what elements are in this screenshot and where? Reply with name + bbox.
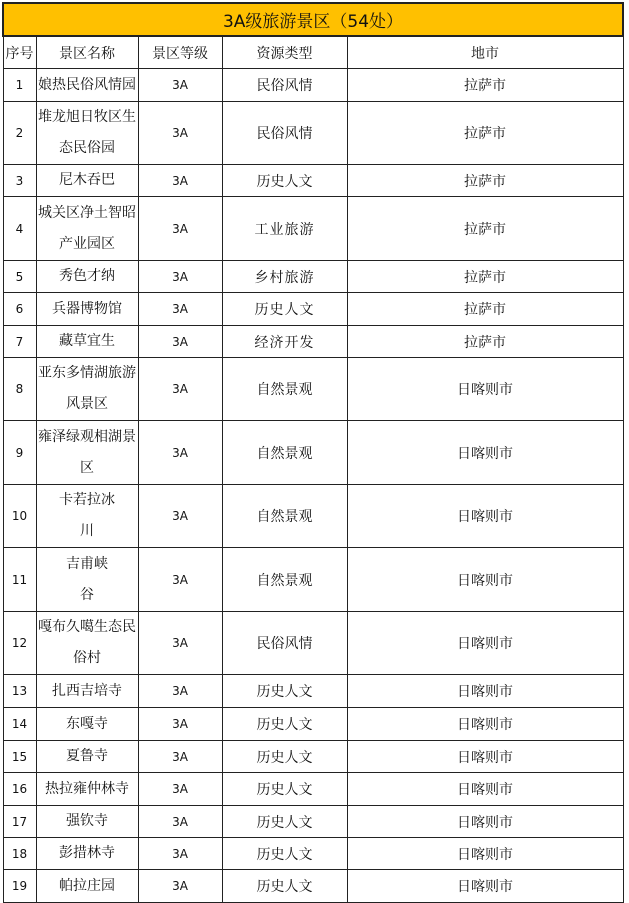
cell-name: 热拉雍仲林寺 <box>36 773 138 806</box>
cell-grade: 3A <box>138 612 222 675</box>
cell-type: 历史人文 <box>222 838 347 870</box>
cell-no: 2 <box>3 102 36 165</box>
cell-name: 尼木吞巴 <box>36 165 138 197</box>
cell-type: 乡村旅游 <box>222 261 347 293</box>
cell-grade: 3A <box>138 293 222 326</box>
cell-grade: 3A <box>138 421 222 485</box>
cell-no: 14 <box>3 708 36 741</box>
cell-grade: 3A <box>138 708 222 741</box>
table-row <box>3 773 623 806</box>
cell-grade: 3A <box>138 261 222 293</box>
cell-name: 雍泽绿观相湖景区 <box>36 421 138 485</box>
cell-city: 拉萨市 <box>347 261 623 293</box>
column-header-name: 景区名称 <box>36 36 138 69</box>
cell-city: 拉萨市 <box>347 102 623 165</box>
header-row <box>3 36 623 69</box>
table-row <box>3 102 623 165</box>
cell-no: 17 <box>3 806 36 838</box>
table-row <box>3 293 623 326</box>
scenic-spots-table <box>2 2 624 903</box>
cell-city: 日喀则市 <box>347 421 623 485</box>
cell-no: 18 <box>3 838 36 870</box>
cell-city: 日喀则市 <box>347 548 623 612</box>
table-row <box>3 838 623 870</box>
cell-type: 历史人文 <box>222 773 347 806</box>
cell-no: 12 <box>3 612 36 675</box>
table-row <box>3 69 623 102</box>
cell-type: 自然景观 <box>222 421 347 485</box>
cell-grade: 3A <box>138 548 222 612</box>
cell-type: 民俗风情 <box>222 612 347 675</box>
cell-no: 7 <box>3 326 36 358</box>
cell-city: 拉萨市 <box>347 197 623 261</box>
cell-name: 扎西吉培寺 <box>36 675 138 708</box>
cell-no: 1 <box>3 69 36 102</box>
cell-type: 历史人文 <box>222 708 347 741</box>
cell-city: 拉萨市 <box>347 326 623 358</box>
cell-city: 日喀则市 <box>347 358 623 421</box>
cell-no: 3 <box>3 165 36 197</box>
cell-no: 15 <box>3 741 36 773</box>
table-row <box>3 870 623 903</box>
cell-grade: 3A <box>138 326 222 358</box>
cell-name: 亚东多情湖旅游风景区 <box>36 358 138 421</box>
cell-city: 日喀则市 <box>347 741 623 773</box>
cell-city: 拉萨市 <box>347 293 623 326</box>
column-header-city: 地市 <box>347 36 623 69</box>
table-row <box>3 261 623 293</box>
cell-no: 11 <box>3 548 36 612</box>
cell-name: 吉甫峡谷 <box>36 548 138 612</box>
table-row <box>3 612 623 675</box>
cell-city: 日喀则市 <box>347 806 623 838</box>
cell-type: 经济开发 <box>222 326 347 358</box>
cell-name: 藏草宜生 <box>36 326 138 358</box>
cell-grade: 3A <box>138 197 222 261</box>
cell-no: 19 <box>3 870 36 903</box>
cell-grade: 3A <box>138 773 222 806</box>
cell-city: 日喀则市 <box>347 675 623 708</box>
cell-grade: 3A <box>138 675 222 708</box>
cell-grade: 3A <box>138 485 222 548</box>
table-row <box>3 326 623 358</box>
cell-city: 日喀则市 <box>347 870 623 903</box>
cell-name: 城关区净土智昭产业园区 <box>36 197 138 261</box>
cell-type: 历史人文 <box>222 675 347 708</box>
cell-type: 历史人文 <box>222 741 347 773</box>
cell-name: 帕拉庄园 <box>36 870 138 903</box>
column-header-type: 资源类型 <box>222 36 347 69</box>
cell-city: 拉萨市 <box>347 165 623 197</box>
table-row <box>3 675 623 708</box>
cell-grade: 3A <box>138 358 222 421</box>
cell-city: 日喀则市 <box>347 485 623 548</box>
table-row <box>3 165 623 197</box>
cell-type: 历史人文 <box>222 293 347 326</box>
cell-type: 工业旅游 <box>222 197 347 261</box>
table-title: 3A级旅游景区（54处） <box>3 3 623 36</box>
cell-no: 8 <box>3 358 36 421</box>
cell-name: 秀色才纳 <box>36 261 138 293</box>
cell-grade: 3A <box>138 102 222 165</box>
cell-grade: 3A <box>138 870 222 903</box>
cell-type: 自然景观 <box>222 485 347 548</box>
cell-grade: 3A <box>138 69 222 102</box>
cell-type: 历史人文 <box>222 165 347 197</box>
cell-city: 日喀则市 <box>347 708 623 741</box>
table-row <box>3 421 623 485</box>
cell-name: 堆龙旭日牧区生态民俗园 <box>36 102 138 165</box>
column-header-grade: 景区等级 <box>138 36 222 69</box>
cell-grade: 3A <box>138 806 222 838</box>
cell-city: 拉萨市 <box>347 69 623 102</box>
cell-name: 嘎布久噶生态民俗村 <box>36 612 138 675</box>
cell-no: 16 <box>3 773 36 806</box>
table-row <box>3 358 623 421</box>
column-header-no: 序号 <box>3 36 36 69</box>
cell-no: 5 <box>3 261 36 293</box>
cell-type: 自然景观 <box>222 358 347 421</box>
cell-type: 历史人文 <box>222 870 347 903</box>
cell-type: 民俗风情 <box>222 69 347 102</box>
table-row <box>3 548 623 612</box>
cell-grade: 3A <box>138 165 222 197</box>
cell-name: 娘热民俗风情园 <box>36 69 138 102</box>
cell-name: 夏鲁寺 <box>36 741 138 773</box>
cell-no: 9 <box>3 421 36 485</box>
cell-no: 13 <box>3 675 36 708</box>
cell-grade: 3A <box>138 838 222 870</box>
cell-name: 强钦寺 <box>36 806 138 838</box>
cell-name: 彭措林寺 <box>36 838 138 870</box>
table-row <box>3 197 623 261</box>
table-row <box>3 485 623 548</box>
cell-city: 日喀则市 <box>347 773 623 806</box>
table-row <box>3 741 623 773</box>
cell-no: 10 <box>3 485 36 548</box>
table-row <box>3 708 623 741</box>
cell-city: 日喀则市 <box>347 612 623 675</box>
cell-no: 4 <box>3 197 36 261</box>
cell-grade: 3A <box>138 741 222 773</box>
cell-name: 卡若拉冰川 <box>36 485 138 548</box>
table-row <box>3 806 623 838</box>
cell-city: 日喀则市 <box>347 838 623 870</box>
cell-type: 历史人文 <box>222 806 347 838</box>
cell-name: 兵器博物馆 <box>36 293 138 326</box>
cell-type: 民俗风情 <box>222 102 347 165</box>
cell-no: 6 <box>3 293 36 326</box>
cell-type: 自然景观 <box>222 548 347 612</box>
cell-name: 东嘎寺 <box>36 708 138 741</box>
